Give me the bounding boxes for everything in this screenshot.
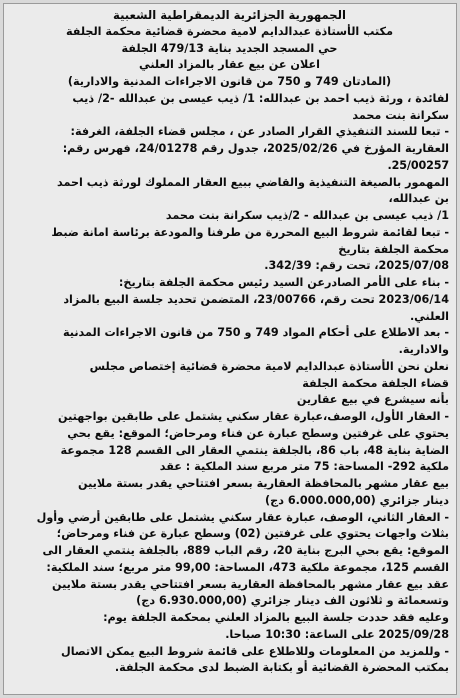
enforcement-title-line: العقارية المؤرخ في 2025/02/26، جدول رقم 24/01278، فهرس رقم: (62, 142, 449, 155)
legal-notice (3, 3, 457, 695)
property1-line: يحتوي على غرفتين وسطح عبارة عن فناء ومرحاض؛ الموقع: يقع بحي (67, 426, 449, 440)
property1-line: بيع عقار مشهر بالمحافظة العقارية بسعر افتتاحي يقدر بستة ملايين (78, 477, 449, 490)
court-order-line: العلني. (409, 309, 449, 323)
debtor-line: المهمور بالصيغة التنفيذية والقاضي ببيع العقار المملوك لورثة ذيب احمد (56, 175, 449, 189)
office-address: حي المسجد الجديد بناية 479/13 الجلفة (121, 41, 338, 55)
beneficiaries-line: لفائدة ، ورثة ذيب احمد بن عبدالله: 1/ ذيب عيسى بن عبدالله -2/ ذيب (72, 91, 449, 105)
republic-header: الجمهورية الجزائرية الديمقراطية الشعبية (113, 8, 346, 22)
property1-line: - العقار الأول، الوصف،عبارة عقار سكني يشتمل على طابقين بواجهتين (58, 410, 449, 423)
court-order-line: - بناء على الأمر الصادرعن السيد رئيس محكمة الجلفة بتاريخ: (118, 276, 449, 289)
session-line: وعليه فقد حددت جلسة البيع بالمزاد العلني بمحكمة الجلفة يوم: (103, 611, 449, 624)
contact-line: - وللمزيد من المعلومات وللاطلاع على قائمة شروط البيع يمكن الاتصال (60, 644, 449, 658)
legal-basis-line: والادارية. (398, 343, 449, 356)
property1-line: ملكية 292- المساحة: 75 متر مربع سند الملكية : عقد (159, 460, 449, 474)
property2-line: - العقار الثاني، الوصف، عبارة عقار سكني يشتمل على طابقين أرضي وأول (36, 510, 449, 524)
conditions-line: محكمة الجلفة بتاريخ (338, 242, 449, 256)
conditions-line: 2025/07/08، تحت رقم: 342/39. (264, 259, 449, 273)
property2-price: وتسعمائة و ثلاثون الف دينار جزائري (6.930.000,00 دج) (136, 594, 449, 608)
property2-line: الموقع: يقع بحي البرج بناية 20، رقم الباب 889، بالجلفة ينتمي العقار الى (42, 544, 449, 557)
contact-line: بمكتب المحضرة القضائية أو بكتابة الضبط لدى محكمة الجلفة. (114, 661, 449, 675)
enforcement-title-line: 25/00257. (387, 158, 449, 172)
enforcement-title-line: - تبعا للسند التنفيذي القرار الصادر عن ، مجلس قضاء الجلفة، الغرفة: (70, 125, 449, 139)
notice-title: اعلان عن بيع عقار بالمزاد العلني (139, 58, 320, 72)
court-order-line: 2023/06/14 تحت رقم، 23/00766، المتضمن تحديد جلسة البيع بالمزاد (63, 292, 449, 306)
property1-line: الضاية بناية 48، باب 86، بالجلفة ينتمي العقار الى القسم 128 مجموعة (60, 443, 449, 457)
session-line: 2025/09/28 على الساعة: 10:30 صباحا. (225, 627, 449, 641)
office-name: مكتب الأستاذة عبدالدايم لامية محضرة قضائية محكمة الجلفة (65, 24, 393, 38)
announcement-line: نعلن نحن الأستاذة عبدالدايم لامية محضرة قضائية إختصاص مجلس (89, 359, 449, 373)
conditions-line: - تبعا لقائمة شروط البيع المحررة من طرفنا والمودعة برئاسة امانة ضبط (51, 225, 449, 239)
debtor-line: 1/ ذيب عيسى بن عبدالله - 2/ذيب سكرانة بنت محمد (165, 209, 449, 222)
legal-articles: (المادتان 749 و 750 من قانون الاجراءات المدنية والادارية) (67, 75, 392, 88)
property2-line: بثلاث واجهات يحتوي على غرفتين (02) وسطح عبارة عن فناء ومرحاض؛ (56, 527, 449, 541)
announcement-line: قضاء الجلفة محكمة الجلفة (302, 376, 449, 390)
legal-basis-line: - بعد الاطلاع على أحكام المواد 749 و 750 من قانون الاجراءات المدنية (63, 326, 449, 340)
debtor-line: بن عبدالله، (388, 192, 449, 206)
property2-line: عقد بيع عقار مشهر بالمحافظة العقارية بسعر افتتاحي يقدر بستة ملايين (52, 577, 449, 591)
announcement-line: بأنه سيشرع في بيع عقارين (296, 393, 449, 407)
beneficiaries-line: سكرانة بنت محمد (352, 108, 449, 122)
property2-line: القسم 125، مجموعة ملكية 473، المساحة: 99,00 متر مربع؛ سند الملكية: (46, 560, 449, 574)
property1-price: دينار جزائري (6.000.000,00 دج) (265, 493, 449, 507)
